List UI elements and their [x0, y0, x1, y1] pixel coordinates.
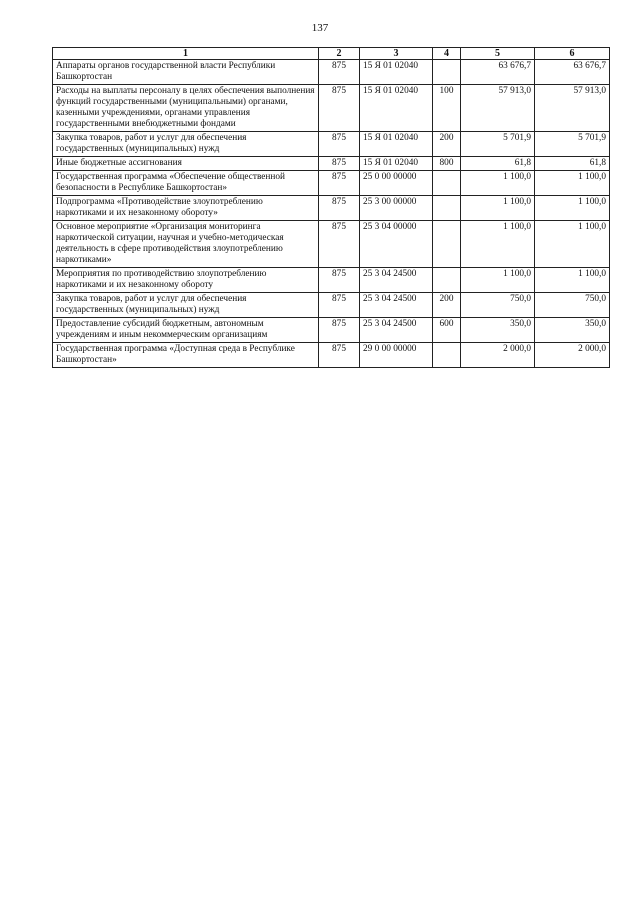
- header-col-4: 4: [433, 48, 461, 60]
- row-target-article-cell: 25 0 00 00000: [360, 171, 433, 196]
- row-amount-1-cell: 61,8: [461, 157, 535, 171]
- table-row: [53, 293, 610, 318]
- row-expense-type-cell: [433, 171, 461, 196]
- row-ved-code-cell: 875: [319, 132, 360, 157]
- row-expense-type-cell: [433, 196, 461, 221]
- row-expense-type-cell: [433, 268, 461, 293]
- row-name-cell: Государственная программа «Обеспечение общественной безопасности в Республике Башкортостан»: [53, 171, 319, 196]
- row-target-article-cell: 15 Я 01 02040: [360, 132, 433, 157]
- table-row: [53, 171, 610, 196]
- row-amount-2-cell: 1 100,0: [535, 171, 610, 196]
- header-col-1: 1: [53, 48, 319, 60]
- row-name-cell: Иные бюджетные ассигнования: [53, 157, 319, 171]
- row-amount-2-cell: 750,0: [535, 293, 610, 318]
- row-ved-code-cell: 875: [319, 171, 360, 196]
- header-col-5: 5: [461, 48, 535, 60]
- row-target-article-cell: 25 3 04 24500: [360, 318, 433, 343]
- row-amount-2-cell: 1 100,0: [535, 268, 610, 293]
- row-name-cell: Расходы на выплаты персоналу в целях обеспечения выполнения функций государственными (муниципальными) органами, казенными учреждениями, органами управления государственными внебюджетными фондами: [53, 85, 319, 132]
- table-row: [53, 318, 610, 343]
- table-row: [53, 60, 610, 85]
- row-expense-type-cell: 100: [433, 85, 461, 132]
- row-name-cell: Основное мероприятие «Организация мониторинга наркотической ситуации, научная и учебно-методическая деятельность в сфере противодействия злоупотреблению наркотиками»: [53, 221, 319, 268]
- table-row: [53, 196, 610, 221]
- row-target-article-cell: 29 0 00 00000: [360, 343, 433, 368]
- row-ved-code-cell: 875: [319, 60, 360, 85]
- row-amount-2-cell: 57 913,0: [535, 85, 610, 132]
- row-amount-1-cell: 2 000,0: [461, 343, 535, 368]
- row-name-cell: Закупка товаров, работ и услуг для обеспечения государственных (муниципальных) нужд: [53, 132, 319, 157]
- row-amount-1-cell: 57 913,0: [461, 85, 535, 132]
- row-amount-1-cell: 1 100,0: [461, 268, 535, 293]
- row-target-article-cell: 15 Я 01 02040: [360, 85, 433, 132]
- table-body: [53, 60, 610, 368]
- row-ved-code-cell: 875: [319, 221, 360, 268]
- row-ved-code-cell: 875: [319, 157, 360, 171]
- row-name-cell: Государственная программа «Доступная среда в Республике Башкортостан»: [53, 343, 319, 368]
- row-ved-code-cell: 875: [319, 85, 360, 132]
- row-amount-1-cell: 1 100,0: [461, 171, 535, 196]
- row-expense-type-cell: 200: [433, 293, 461, 318]
- table-row: [53, 268, 610, 293]
- row-name-cell: Аппараты органов государственной власти Республики Башкортостан: [53, 60, 319, 85]
- table-row: [53, 85, 610, 132]
- row-expense-type-cell: [433, 60, 461, 85]
- row-expense-type-cell: 800: [433, 157, 461, 171]
- row-ved-code-cell: 875: [319, 318, 360, 343]
- row-amount-2-cell: 1 100,0: [535, 221, 610, 268]
- row-amount-2-cell: 1 100,0: [535, 196, 610, 221]
- table-row: [53, 343, 610, 368]
- page-number: 137: [311, 22, 329, 34]
- row-amount-1-cell: 63 676,7: [461, 60, 535, 85]
- row-amount-2-cell: 61,8: [535, 157, 610, 171]
- row-amount-1-cell: 350,0: [461, 318, 535, 343]
- row-amount-2-cell: 2 000,0: [535, 343, 610, 368]
- row-name-cell: Мероприятия по противодействию злоупотреблению наркотиками и их незаконному обороту: [53, 268, 319, 293]
- row-target-article-cell: 15 Я 01 02040: [360, 60, 433, 85]
- row-amount-2-cell: 350,0: [535, 318, 610, 343]
- table-row: [53, 132, 610, 157]
- header-col-6: 6: [535, 48, 610, 60]
- table-row: [53, 157, 610, 171]
- row-amount-2-cell: 5 701,9: [535, 132, 610, 157]
- row-expense-type-cell: 600: [433, 318, 461, 343]
- row-amount-2-cell: 63 676,7: [535, 60, 610, 85]
- row-name-cell: Предоставление субсидий бюджетным, автономным учреждениям и иным некоммерческим организациям: [53, 318, 319, 343]
- row-amount-1-cell: 5 701,9: [461, 132, 535, 157]
- budget-table: [52, 47, 610, 368]
- row-target-article-cell: 25 3 04 24500: [360, 268, 433, 293]
- table-row: [53, 221, 610, 268]
- row-ved-code-cell: 875: [319, 196, 360, 221]
- row-target-article-cell: 25 3 04 00000: [360, 221, 433, 268]
- table-header-row: [53, 48, 610, 60]
- row-expense-type-cell: 200: [433, 132, 461, 157]
- header-col-3: 3: [360, 48, 433, 60]
- row-ved-code-cell: 875: [319, 268, 360, 293]
- row-target-article-cell: 15 Я 01 02040: [360, 157, 433, 171]
- row-amount-1-cell: 1 100,0: [461, 221, 535, 268]
- row-amount-1-cell: 750,0: [461, 293, 535, 318]
- row-name-cell: Подпрограмма «Противодействие злоупотреблению наркотиками и их незаконному обороту»: [53, 196, 319, 221]
- row-target-article-cell: 25 3 00 00000: [360, 196, 433, 221]
- row-ved-code-cell: 875: [319, 343, 360, 368]
- row-target-article-cell: 25 3 04 24500: [360, 293, 433, 318]
- row-name-cell: Закупка товаров, работ и услуг для обеспечения государственных (муниципальных) нужд: [53, 293, 319, 318]
- row-expense-type-cell: [433, 221, 461, 268]
- row-amount-1-cell: 1 100,0: [461, 196, 535, 221]
- header-col-2: 2: [319, 48, 360, 60]
- row-expense-type-cell: [433, 343, 461, 368]
- row-ved-code-cell: 875: [319, 293, 360, 318]
